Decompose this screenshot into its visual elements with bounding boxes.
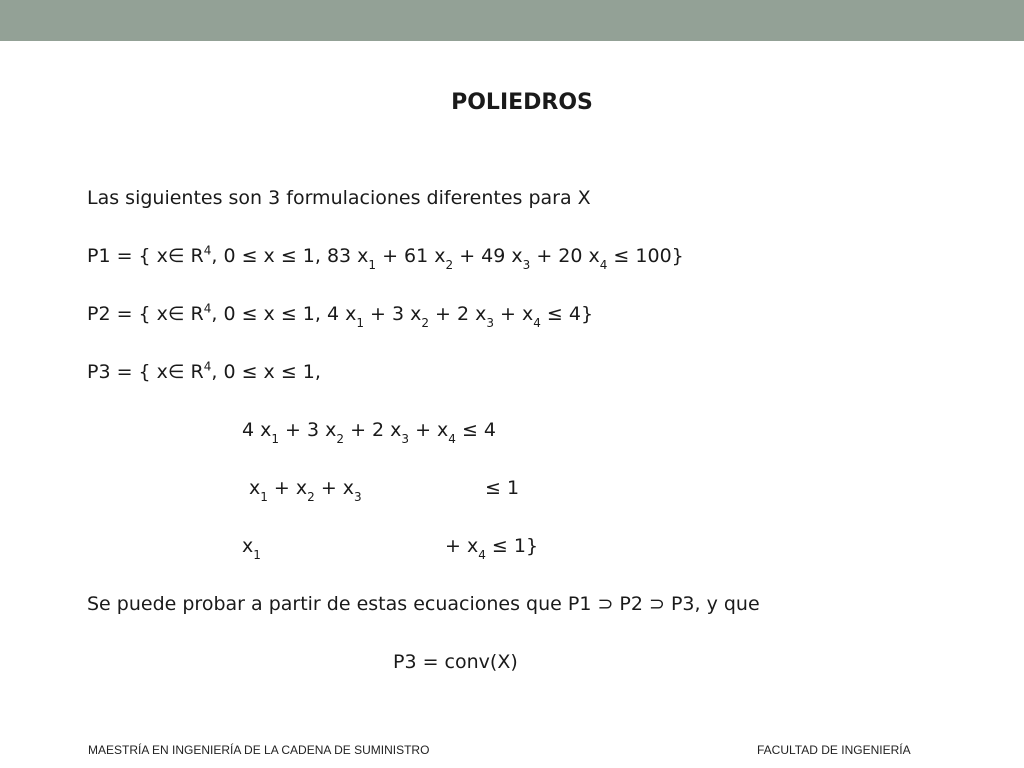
intro-text: Las siguientes son 3 formulaciones diferentes para X xyxy=(87,187,591,209)
top-banner xyxy=(0,0,1024,41)
formulation-p2: P2 = { x∈ $R^4$, 0 ≤ x ≤ 1, 4 $x_1 + 3$ $x_2 + 2$ $x_3 + x_4 \le 4$} xyxy=(87,301,594,330)
p3-constraint-3-lhs: $x_1$ xyxy=(242,535,261,562)
formulation-p1: P1 = { x∈ $R^4$, 0 ≤ x ≤ 1, 83 $x_1 + 61$ $x_2 + 49$ $x_3 + 20$ $x_4 \le 100$} xyxy=(87,243,684,272)
slide-title: POLIEDROS xyxy=(451,90,593,115)
result-equation: P3 = conv(X) xyxy=(393,651,518,673)
p3-constraint-3-rhs: + $x_4 \le 1$} xyxy=(445,535,539,562)
superset-symbol: ⊃ xyxy=(597,593,614,615)
p3-constraint-1: 4 $x_1 + 3$ $x_2 + 2$ $x_3 + x_4 \le 4$ xyxy=(242,419,497,446)
element-of-symbol: ∈ xyxy=(167,245,185,267)
p3-constraint-2-rhs: ≤ 1 xyxy=(485,477,520,499)
footer-left: MAESTRÍA EN INGENIERÍA DE LA CADENA DE SUMINISTRO xyxy=(88,743,430,757)
superset-symbol: ⊃ xyxy=(649,593,665,615)
formulation-p3: P3 = { x∈ $R^4$, 0 ≤ x ≤ 1, xyxy=(87,359,321,383)
conclusion-text: Se puede probar a partir de estas ecuaciones que P1 ⊃ P2 ⊃ P3, y que xyxy=(87,593,760,615)
element-of-symbol: ∈ xyxy=(167,361,185,383)
element-of-symbol: ∈ xyxy=(167,303,185,325)
p3-constraint-2: $x_1 + x_2 + x_3$ xyxy=(249,477,362,504)
footer-right: FACULTAD DE INGENIERÍA xyxy=(757,743,911,757)
